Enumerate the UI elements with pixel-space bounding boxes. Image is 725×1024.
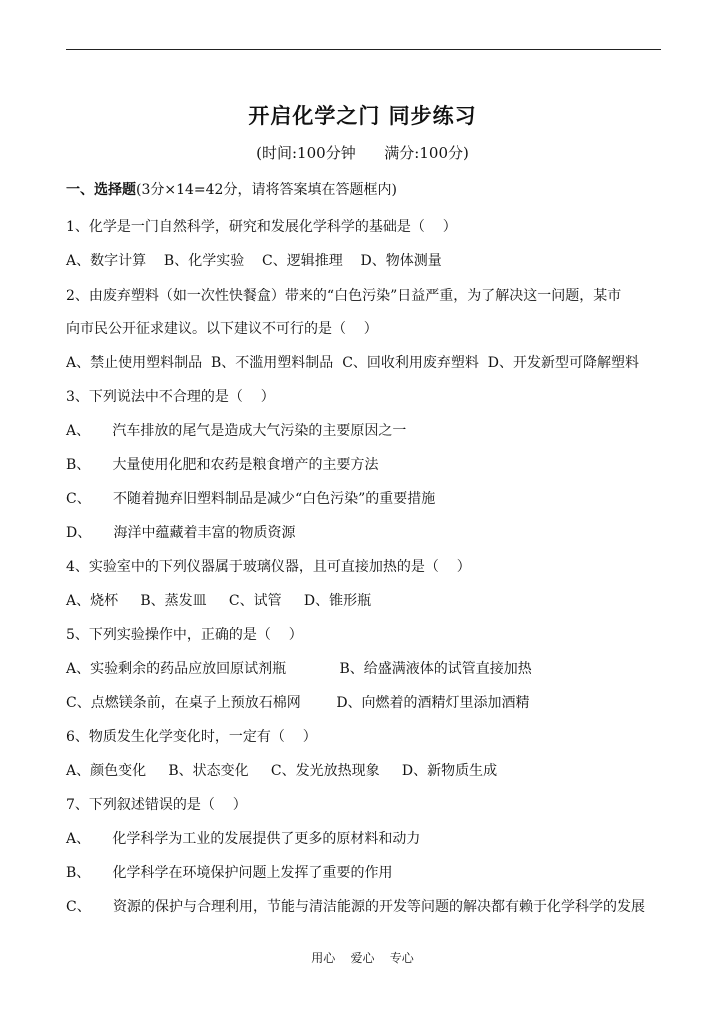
question-line: A、数字计算 B、化学实验 C、逻辑推理 D、物体测量 <box>66 253 442 269</box>
question-line: C、 不随着抛弃旧塑料制品是减少“白色污染”的重要措施 <box>66 491 436 507</box>
question-line: A、颜色变化 B、状态变化 C、发光放热现象 D、新物质生成 <box>66 763 498 779</box>
question-line: 3、下列说法中不合理的是（ ） <box>66 389 275 405</box>
header-rule <box>66 49 661 50</box>
document-title: 开启化学之门 同步练习 <box>248 103 477 128</box>
section-heading-line <box>66 180 397 200</box>
section-note: (3分×14=42分，请将答案填在答题框内) <box>136 182 397 198</box>
question-line: D、 海洋中蕴藏着丰富的物质资源 <box>66 525 296 541</box>
question-line: 7、下列叙述错误的是（ ） <box>66 797 247 813</box>
question-line: A、 化学科学为工业的发展提供了更多的原材料和动力 <box>66 831 421 847</box>
document-subtitle: (时间:100分钟 满分:100分) <box>256 144 469 162</box>
question-line: 5、下列实验操作中，正确的是（ ） <box>66 627 303 643</box>
question-line: A、烧杯 B、蒸发皿 C、试管 D、锥形瓶 <box>66 593 372 609</box>
question-line: 2、由废弃塑料（如一次性快餐盒）带来的“白色污染”日益严重，为了解决这一问题，某市 <box>66 288 622 304</box>
page-footer: 用心 爱心 专心 <box>311 951 414 965</box>
question-line: A、禁止使用塑料制品 B、不滥用塑料制品 C、回收利用废弃塑料 D、开发新型可降解塑料 <box>66 355 640 371</box>
question-line: A、实验剩余的药品应放回原试剂瓶 B、给盛满液体的试管直接加热 <box>66 661 532 677</box>
question-line: A、 汽车排放的尾气是造成大气污染的主要原因之一 <box>66 423 407 439</box>
question-line: 6、物质发生化学变化时，一定有（ ） <box>66 729 317 745</box>
question-line: B、 大量使用化肥和农药是粮食增产的主要方法 <box>66 457 379 473</box>
question-line: 1、化学是一门自然科学，研究和发展化学科学的基础是（ ） <box>66 219 457 235</box>
question-line: B、 化学科学在环境保护问题上发挥了重要的作用 <box>66 865 393 881</box>
question-line: 向市民公开征求建议。以下建议不可行的是（ ） <box>66 321 378 337</box>
question-line: 4、实验室中的下列仪器属于玻璃仪器，且可直接加热的是（ ） <box>66 559 471 575</box>
section-heading: 一、选择题 <box>66 182 136 198</box>
question-line: C、 资源的保护与合理利用，节能与清洁能源的开发等问题的解决都有赖于化学科学的发展 <box>66 899 645 915</box>
question-line: C、点燃镁条前，在桌子上预放石棉网 D、向燃着的酒精灯里添加酒精 <box>66 695 530 711</box>
